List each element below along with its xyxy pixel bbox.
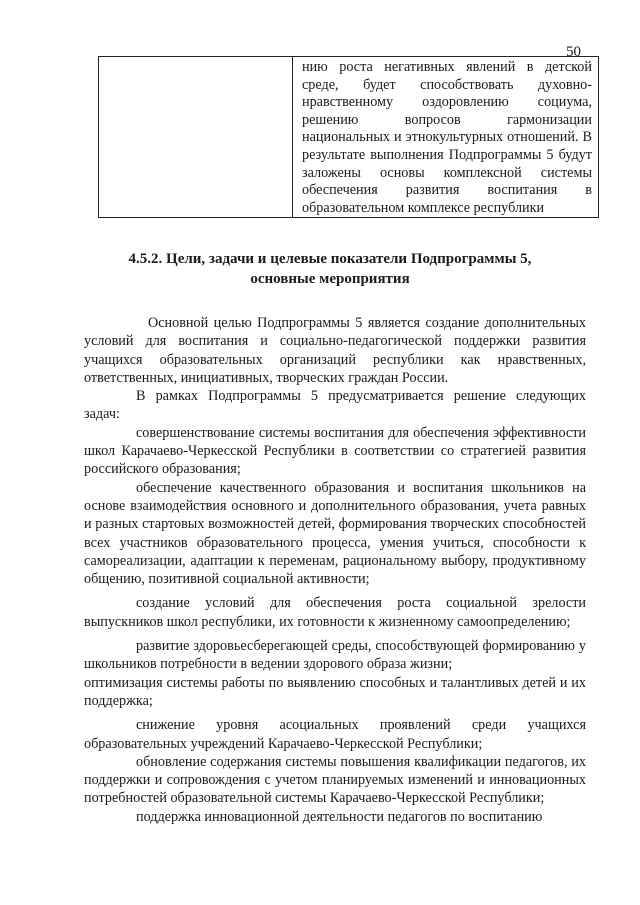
- page-number: 50: [566, 44, 581, 60]
- table-left-cell: [99, 57, 293, 218]
- section-heading-line2: основные мероприятия: [250, 271, 410, 287]
- paragraph-task-1: совершенствование системы воспитания для обеспечения эффективности школ Карачаево-Черкесской Республики в соответствии со стратегией развития российского образования;: [84, 424, 586, 478]
- paragraph-task-8: поддержка инновационной деятельности педагогов по воспитанию: [136, 808, 543, 825]
- paragraph-main-goal: Основной целью Подпрограммы 5 является создание дополнительных условий для воспитания и социально-педагогической поддержки развития учащихся образовательных организаций республики как нравственных, ответственных, инициативных, творческих граждан России.: [84, 315, 586, 386]
- section-heading-line1: 4.5.2. Цели, задачи и целевые показатели Подпрограммы 5,: [128, 251, 532, 267]
- continuation-table: [98, 56, 599, 218]
- table-right-cell: нию роста негативных явлений в детской среде, будет способствовать духовно-нравственному оздоровлению социума, решению вопросов гармонизации национальных и этнокультурных отношений. В результате выполнения Подпрограммы 5 будут заложены основы комплексной системы обеспечения развития воспитания в образовательном комплексе республики: [293, 57, 599, 218]
- paragraph-task-6: снижение уровня асоциальных проявлений среди учащихся образовательных учреждений Карачаево-Черкесской Республики;: [84, 717, 586, 752]
- paragraph-task-2: обеспечение качественного образования и воспитания школьников на основе взаимодействия основного и дополнительного образования, учета равных и разных стартовых возможностей детей, формирования творческих способностей всех участников образовательного процесса, умения учиться, способности к самореализации, адаптации к переменам, рациональному выбору, продуктивному общению, позитивной социальной активности;: [84, 479, 586, 588]
- paragraph-task-4: развитие здоровьесберегающей среды, способствующей формированию у школьников потребности в ведении здорового образа жизни;: [84, 638, 586, 673]
- paragraph-task-3: создание условий для обеспечения роста социальной зрелости выпускников школ республики, их готовности к жизненному самоопределению;: [84, 595, 586, 630]
- section-heading: [120, 249, 540, 289]
- body-text: [84, 314, 586, 826]
- paragraph-tasks-intro: В рамках Подпрограммы 5 предусматривается решение следующих задач:: [84, 388, 586, 423]
- paragraph-task-5: оптимизация системы работы по выявлению способных и талантливых детей и их поддержка;: [84, 674, 586, 709]
- paragraph-task-7: обновление содержания системы повышения квалификации педагогов, их поддержки и сопровождения с учетом планируемых изменений и инновационных потребностей образовательной системы Карачаево-Черкесской Республики;: [84, 753, 586, 807]
